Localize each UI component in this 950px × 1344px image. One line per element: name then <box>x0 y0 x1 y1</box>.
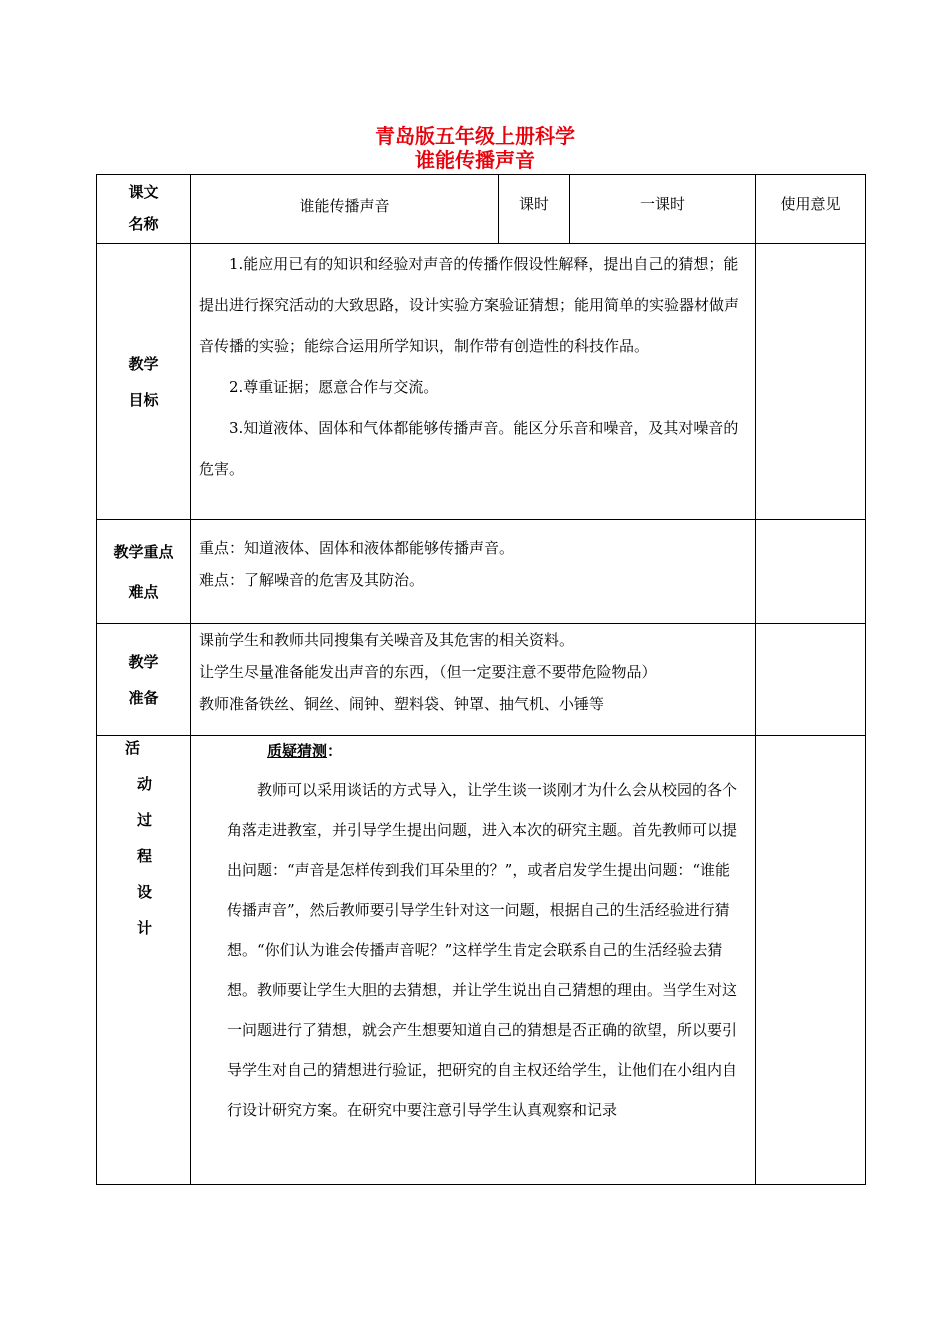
document-subtitle: 谁能传播声音 <box>415 148 535 172</box>
lesson-name-value <box>191 175 499 244</box>
activity-notes-cell <box>756 736 866 1185</box>
key-points-content <box>191 520 756 624</box>
row-teaching-goals <box>97 244 866 520</box>
goal-paragraph-2: 2.尊重证据；愿意合作与交流。 <box>229 378 439 396</box>
row-preparation <box>97 624 866 736</box>
period-label-cell <box>499 175 570 244</box>
period-value-cell <box>570 175 756 244</box>
label-activity-char-3: 过 <box>137 811 153 829</box>
label-activity-design <box>97 736 191 1185</box>
label-activity-char-2: 动 <box>137 775 153 793</box>
label-preparation <box>97 624 191 736</box>
label-key-top: 教学重点 <box>113 542 174 561</box>
key-notes-cell <box>756 520 866 624</box>
period-label: 课时 <box>518 195 549 213</box>
key-point-line: 重点：知道液体、固体和液体都能够传播声音。 <box>199 539 515 557</box>
activity-heading-colon: ： <box>327 742 343 760</box>
activity-paragraph: 教师可以采用谈话的方式导入，让学生谈一谈刚才为什么会从校园的各个角落走进教室，并引导学生提出问题，进入本次的研究主题。首先教师可以提出问题：“声音是怎样传到我们耳朵里的？”，或者启发学生提出问题：“谁能传播声音”，然后教师要引导学生针对这一问题，根据自己的生活经验进行猜想。“你们认为谁会传播声音呢？”这样学生肯定会联系自己的生活经验去猜想。教师要让学生大胆的去猜想，并让学生说出自己猜想的理由。当学生对这一问题进行了猜想，就会产生想要知道自己的猜想是否正确的欲望，所以要引导学生对自己的猜想进行验证，把研究的自主权还给学生，让他们在小组内自行设计研究方案。在研究中要注意引导学生认真观察和记录 <box>227 781 738 1119</box>
prep-line-2: 让学生尽量准备能发出声音的东西，（但一定要注意不要带危险物品） <box>199 663 657 681</box>
label-goals-top: 教学 <box>128 354 159 373</box>
label-lesson-name-bottom: 名称 <box>128 215 159 233</box>
row-activity-design <box>97 736 866 1185</box>
label-lesson-name-top: 课文 <box>128 183 159 201</box>
goal-paragraph-3: 3.知道液体、固体和气体都能够传播声音。能区分乐音和噪音，及其对噪音的危害。 <box>199 419 739 478</box>
prep-line-3: 教师准备铁丝、铜丝、闹钟、塑料袋、钟罩、抽气机、小锤等 <box>199 695 605 713</box>
label-activity-char-5: 设 <box>137 883 153 901</box>
label-prep-bottom: 准备 <box>128 688 159 707</box>
label-key-bottom: 难点 <box>128 582 159 601</box>
lesson-name-text: 谁能传播声音 <box>299 197 390 215</box>
goals-notes-cell <box>756 244 866 520</box>
teaching-goals-content <box>191 244 756 520</box>
goal-paragraph-1: 1.能应用已有的知识和经验对声音的传播作假设性解释，提出自己的猜想；能提出进行探究活动的大致思路，设计实验方案验证猜想；能用简单的实验器材做声音传播的实验；能综合运用所学知识，制作带有创造性的科技作品。 <box>199 255 740 355</box>
activity-heading <box>191 738 755 764</box>
label-lesson-name <box>97 175 191 244</box>
label-activity-char-4: 程 <box>137 847 153 865</box>
lesson-plan-table <box>96 174 866 1185</box>
row-key-points <box>97 520 866 624</box>
label-prep-top: 教学 <box>128 652 159 671</box>
label-teaching-goals <box>97 244 191 520</box>
activity-heading-text: 质疑猜测 <box>267 742 328 760</box>
difficult-point-line: 难点：了解噪音的危害及其防治。 <box>199 571 425 589</box>
document-title: 青岛版五年级上册科学 <box>375 124 575 148</box>
notes-label-cell <box>756 175 866 244</box>
label-activity-char-6: 计 <box>137 919 153 937</box>
row-lesson-name <box>97 175 866 244</box>
label-goals-bottom: 目标 <box>128 390 159 409</box>
prep-line-1: 课前学生和教师共同搜集有关噪音及其危害的相关资料。 <box>199 631 575 649</box>
period-value: 一课时 <box>639 195 685 213</box>
activity-content <box>191 736 756 1185</box>
label-activity-char-1: 活 <box>125 739 141 757</box>
notes-label: 使用意见 <box>780 195 841 213</box>
label-key-points <box>97 520 191 624</box>
preparation-content <box>191 624 756 736</box>
prep-notes-cell <box>756 624 866 736</box>
